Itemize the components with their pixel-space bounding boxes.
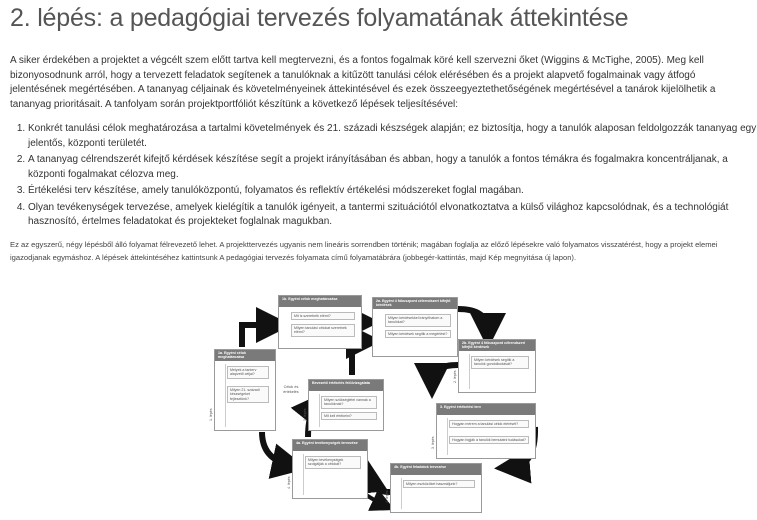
arrow-icon	[242, 325, 274, 347]
step-item: 3. Értékelési terv készítése, amely tanulóközpontú, folyamatos és reflektív értékelési módszereket foglal magában.	[28, 184, 757, 199]
mid-label: Célok és értékelés	[283, 385, 299, 394]
diagram-card: 4a. Egyéni tevékenységek tervezése 4. lépés Milyen tevékenységek szolgálják a célokat?	[292, 439, 368, 499]
diagram-card: 2b. Egyéni 4 fókuszpont célrendszeri kifejtő kérdések 2. lépés Milyen kérdések segítik a tanulók gondolkodását?	[458, 339, 536, 393]
step-item: 1. Konkrét tanulási célok meghatározása a tartalmi követelmények és 21. századi készségek alapján; ez biztosítja, hogy a tanulók alaposan feldolgozzák tananyag egy jelentős, központi területét.	[28, 122, 757, 151]
step-item: 4. Olyan tevékenységek tervezése, amelyek kielégítik a tanulók igényeit, a tantermi szituációtól elvonatkoztatva a külső világhoz kapcsolódnak, és a technológiát hasznosító, értelmes feladatokat és projekteket foglalnak magukban.	[28, 201, 757, 230]
diagram-card: 4b. Egyéni feladatok tervezése 4. lépés Milyen eszközöket használjunk?	[390, 463, 482, 513]
diagram-card: 2a. Egyéni 4 fókuszpont célrendszeri kifejtő kérdések Milyen kérdésekkel irányíthatom a tanulókat? Milyen kérdések segítik a megértést?	[372, 297, 458, 357]
intro-paragraph: A siker érdekében a projektet a végcélt szem előtt tartva kell megtervezni, és a fontos fogalmak köré kell szervezni őket (Wiggins & McTighe, 2005). Meg kell bizonyosodnunk arról, hogy a tervezett feladatok segítenek a tanulóknak a kitűzött tanulási célok elérésében és a projekt alapvető fogalmainak vagy átfogó jelentésének megértésében. A tananyag céljainak és követelményeinek áttekintésével és ezek összeegyeztethetőségének megértésével a tanárok kijelölhetik a tananyag prioritásait. A tanfolyam során projektportfóliót készítünk a következő lépések teljesítésével:	[10, 55, 716, 110]
diagram-card: Bevezető értékelés felülvizsgálata 3. lépés Milyen szükségletei vannak a tanulóknak? Mit kell értékelni?	[308, 379, 384, 431]
page-title: 2. lépés: a pedagógiai tervezés folyamatának áttekintése	[10, 4, 629, 32]
diagram-card: 3. Egyéni értékelési terv 3. lépés Hogyan mérem a tanulási célok elérését? Hogyan fogják a tanulók bemutatni tudásukat?	[436, 403, 536, 459]
diagram-card: 1b. Egyéni célok meghatározása Mit is szeretnék elérni? Milyen tanulási célokat szeretnék elérni?	[278, 295, 362, 349]
arrow-icon	[458, 309, 488, 331]
process-diagram[interactable]	[200, 287, 570, 519]
diagram-card: 1a. Egyéni célok meghatározása 1. lépés Melyek a tanterv alapvető céljai? Milyen 21. századi készségeket fejlesztünk?	[214, 349, 276, 431]
note-paragraph: Ez az egyszerű, négy lépésből álló folyamat félrevezető lehet. A projekttervezés ugyanis nem lineáris sorrendben történik; magában foglalja az előző lépésekre való folyamatos visszatérést, hogy a projekt elemei igazodjanak egymáshoz. A lépések áttekintéséhez kattintsunk A pedagógiai tervezés folyamata című folyamatábrára (jobbegér-kattintás, majd Kép megnyitása új lapon).	[10, 240, 718, 262]
step-item: 2. A tananyag célrendszerét kifejtő kérdések készítése segít a projekt irányításában és abban, hogy a tanulók a fontos témákra és fogalmakra koncentráljanak, a központi fogalmakat célozva meg.	[28, 153, 757, 182]
arrow-icon	[262, 432, 290, 465]
steps-list	[10, 122, 757, 232]
